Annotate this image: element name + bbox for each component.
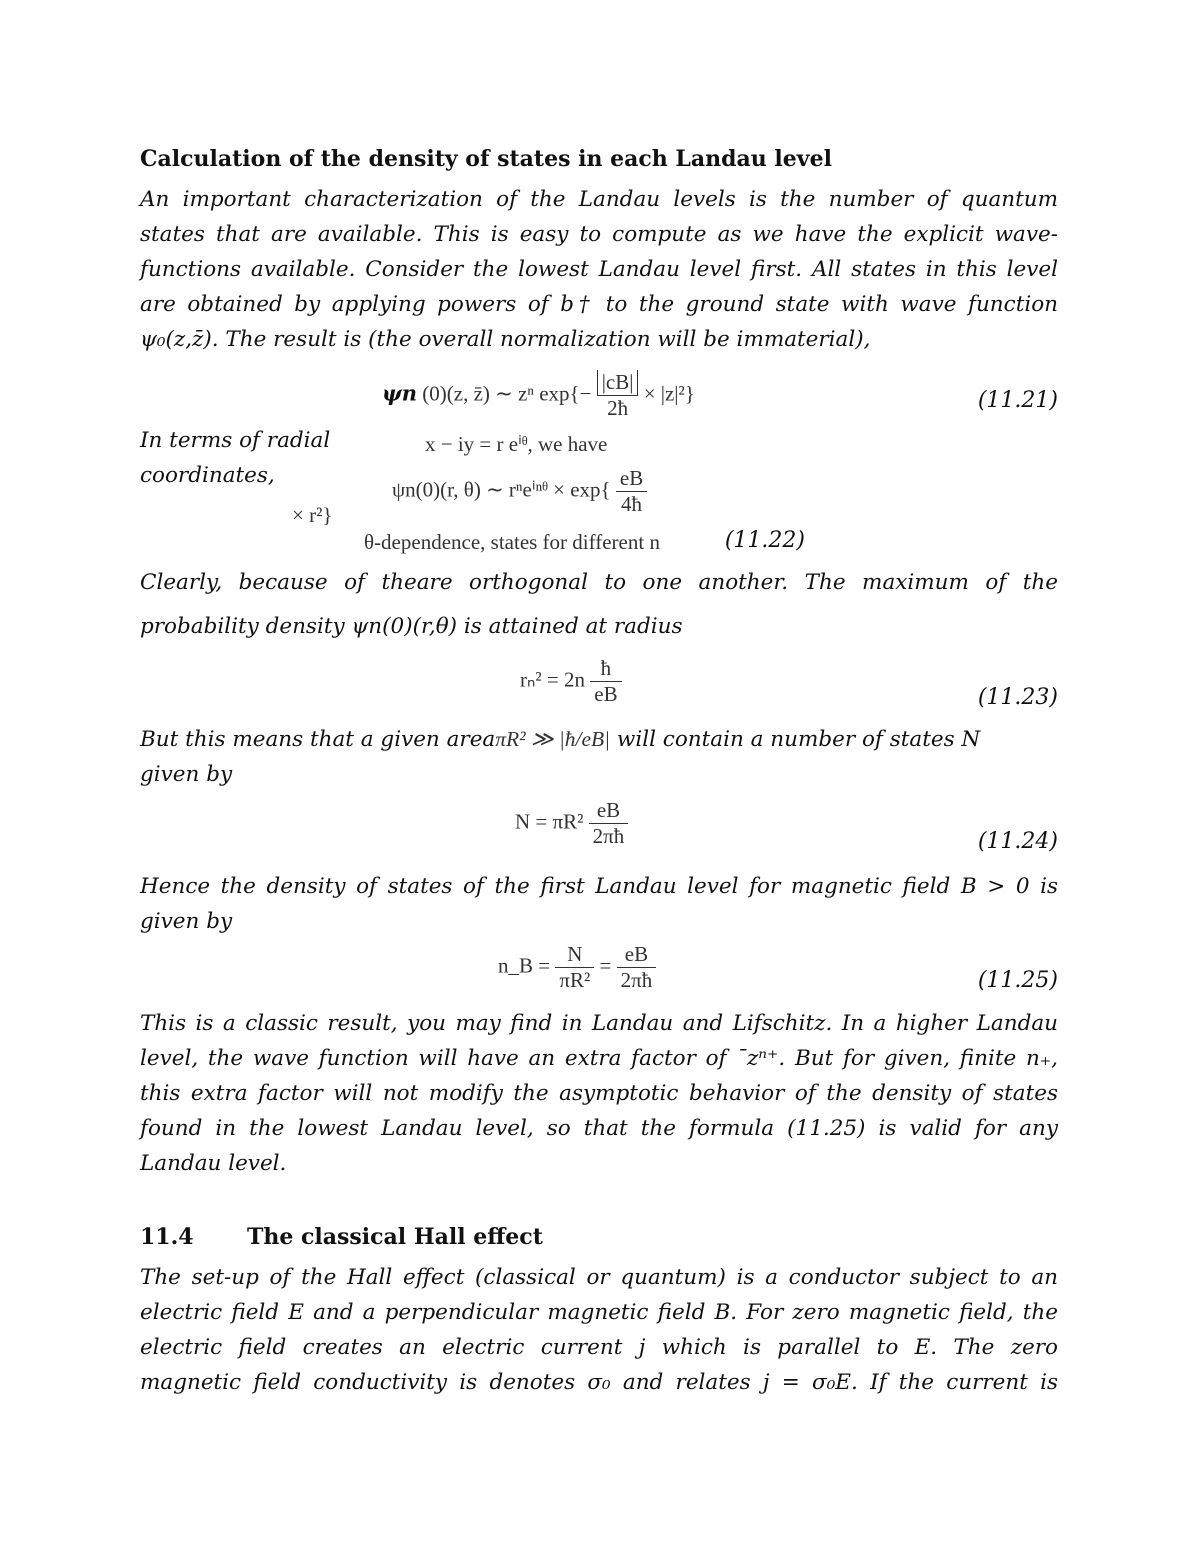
- paragraph-line: But this means that a given areaπR² ≫ |ħ/eB| will contain a number of states N: [140, 727, 981, 752]
- paragraph-line: Landau level.: [140, 1151, 287, 1176]
- section-heading: Calculation of the density of states in each Landau level: [140, 146, 832, 172]
- paragraph-line: electric field E and a perpendicular magnetic field B. For zero magnetic field, the: [140, 1300, 1058, 1325]
- paragraph-line: electric field creates an electric current j which is parallel to E. The zero: [140, 1335, 1058, 1360]
- paragraph-line: An important characterization of the Landau levels is the number of quantum: [140, 187, 1058, 212]
- paragraph-line: Clearly, because of theare orthogonal to one another. The maximum of the: [140, 570, 1058, 595]
- paragraph-line: Hence the density of states of the first Landau level for magnetic field B > 0 is: [140, 874, 1058, 899]
- equation-label: (11.23): [977, 685, 1058, 710]
- paragraph-line: This is a classic result, you may find in Landau and Lifschitz. In a higher Landau: [140, 1011, 1058, 1036]
- paragraph-line: ψ₀(z,z̄). The result is (the overall normalization will be immaterial),: [140, 327, 871, 352]
- paragraph-line: magnetic field conductivity is denotes σ₀ and relates j = σ₀E. If the current is: [140, 1370, 1058, 1395]
- equation-11-22: ψn(0)(r, θ) ∼ rⁿeⁱⁿᶿ × exp{ $\frac{eB}{4ħ}$: [392, 466, 647, 517]
- paragraph-line: probability density ψn(0)(r,θ) is attained at radius: [140, 614, 683, 639]
- paragraph-line: states that are available. This is easy to compute as we have the explicit wave-: [140, 222, 1058, 247]
- equation-11-22-tail2: θ-dependence, states for different n: [364, 530, 660, 554]
- equation-11-23: rₙ² = 2n $\frac{ħ}{eB}$: [520, 656, 622, 707]
- paragraph-line: given by: [140, 762, 233, 787]
- paragraph-line: functions available. Consider the lowest Landau level first. All states in this level: [140, 257, 1058, 282]
- equation-11-21: ψn (0)(z, z̄) ∼ zⁿ exp{− $\frac{|cB|}{2ħ}$ × |z|²}: [382, 370, 695, 420]
- paragraph-line: coordinates,: [140, 463, 275, 488]
- equation-label: (11.25): [977, 968, 1058, 993]
- equation-inline: x − iy = r eⁱᶿ, we have: [425, 432, 608, 456]
- equation-11-24: N = πR² $\frac{eB}{2\pi ħ}$: [515, 798, 628, 849]
- paragraph-line: this extra factor will not modify the asymptotic behavior of the density of states: [140, 1081, 1058, 1106]
- paragraph-line: level, the wave function will have an extra factor of ¯zⁿ⁺. But for given, finite n₊,: [140, 1046, 1058, 1071]
- equation-label: (11.21): [977, 388, 1058, 413]
- equation-label: (11.22): [724, 528, 805, 553]
- paragraph-line: are obtained by applying powers of b† to the ground state with wave function: [140, 292, 1058, 317]
- paragraph-line: The set-up of the Hall effect (classical or quantum) is a conductor subject to an: [140, 1265, 1058, 1290]
- paragraph-line: found in the lowest Landau level, so that the formula (11.25) is valid for any: [140, 1116, 1058, 1141]
- paragraph-line: In terms of radial: [140, 428, 331, 453]
- paragraph-line: given by: [140, 909, 233, 934]
- equation-label: (11.24): [977, 829, 1058, 854]
- equation-11-22-tail: × r²}: [292, 503, 333, 527]
- section-number: 11.4: [140, 1224, 194, 1250]
- section-title: The classical Hall effect: [247, 1224, 543, 1250]
- equation-11-25: n_B = $\frac{N}{\text{πR²}}$ = $\frac{eB}{2\pi ħ}$: [498, 942, 656, 993]
